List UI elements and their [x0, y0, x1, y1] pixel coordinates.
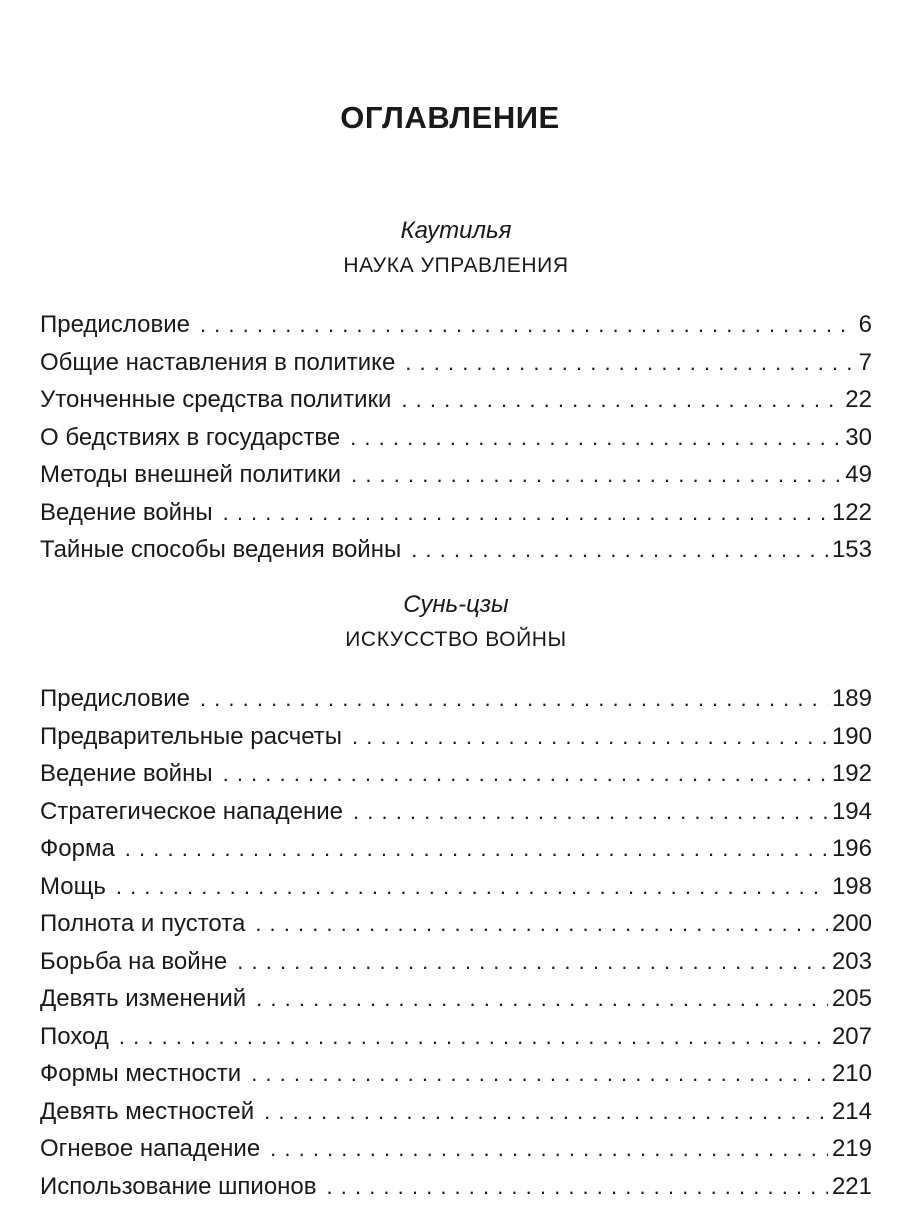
toc-entry [40, 830, 872, 868]
toc-entry-page-number: 205 [832, 980, 872, 1018]
toc-entry [40, 1055, 872, 1093]
toc-entry [40, 531, 872, 569]
toc-entry-page-number: 153 [832, 531, 872, 569]
dot-leader [270, 1130, 828, 1168]
toc-list [40, 680, 872, 1205]
toc-entry-page-number: 214 [832, 1093, 872, 1131]
toc-entry [40, 980, 872, 1018]
toc-entry [40, 1168, 872, 1205]
toc-entry-page-number: 22 [845, 381, 872, 419]
toc-entry-title: О бедствиях в государстве [40, 419, 340, 457]
section-author: Сунь-цзы [40, 588, 872, 622]
toc-entry-page-number: 203 [832, 943, 872, 981]
toc-entry-title: Методы внешней политики [40, 456, 341, 494]
dot-leader [351, 456, 841, 494]
toc-list [40, 306, 872, 569]
toc-entry-title: Ведение войны [40, 755, 213, 793]
toc-entry-page-number: 200 [832, 905, 872, 943]
toc-entry [40, 306, 872, 344]
toc-entry [40, 1130, 872, 1168]
toc-entry-page-number: 30 [845, 419, 872, 457]
toc-entry-title: Поход [40, 1018, 109, 1056]
dot-leader [223, 494, 828, 532]
dot-leader [411, 531, 828, 569]
toc-entry-title: Формы местности [40, 1055, 241, 1093]
toc-entry [40, 718, 872, 756]
toc-entry-title: Предисловие [40, 306, 190, 344]
toc-entry-title: Предисловие [40, 680, 190, 718]
toc-entry-page-number: 194 [832, 793, 872, 831]
toc-entry-page-number: 221 [832, 1168, 872, 1205]
toc-entry-page-number: 49 [845, 456, 872, 494]
toc-entry-title: Утонченные средства политики [40, 381, 391, 419]
toc-entry-title: Борьба на войне [40, 943, 227, 981]
toc-entry [40, 680, 872, 718]
toc-entry-page-number: 189 [832, 680, 872, 718]
toc-entry [40, 905, 872, 943]
toc-entry [40, 456, 872, 494]
dot-leader [256, 980, 828, 1018]
dot-leader [125, 830, 828, 868]
dot-leader [255, 905, 828, 943]
section-work-title: НАУКА УПРАВЛЕНИЯ [40, 248, 872, 284]
section-work-title: ИСКУССТВО ВОЙНЫ [40, 622, 872, 658]
toc-entry-title: Огневое нападение [40, 1130, 260, 1168]
toc-entry-title: Общие наставления в политике [40, 344, 395, 382]
toc-entry-title: Форма [40, 830, 115, 868]
toc-entry-page-number: 207 [832, 1018, 872, 1056]
dot-leader [223, 755, 828, 793]
toc-entry [40, 1093, 872, 1131]
dot-leader [200, 306, 855, 344]
dot-leader [200, 680, 828, 718]
toc-entry-page-number: 198 [832, 868, 872, 906]
toc-entry [40, 943, 872, 981]
toc-entry-title: Тайные способы ведения войны [40, 531, 401, 569]
dot-leader [237, 943, 828, 981]
dot-leader [352, 718, 828, 756]
toc-entry-title: Использование шпионов [40, 1168, 317, 1205]
dot-leader [251, 1055, 828, 1093]
toc-entry-title: Предварительные расчеты [40, 718, 342, 756]
dot-leader [405, 344, 854, 382]
page-title: ОГЛАВЛЕНИЕ [0, 100, 900, 136]
dot-leader [119, 1018, 828, 1056]
toc-entry [40, 793, 872, 831]
toc-entry [40, 868, 872, 906]
dot-leader [116, 868, 828, 906]
toc-entry-title: Девять изменений [40, 980, 246, 1018]
dot-leader [327, 1168, 828, 1205]
toc-entry-page-number: 6 [859, 306, 872, 344]
toc-entry-page-number: 210 [832, 1055, 872, 1093]
toc-section-sunzi [40, 588, 872, 1205]
toc-entry [40, 494, 872, 532]
dot-leader [264, 1093, 828, 1131]
dot-leader [401, 381, 841, 419]
toc-entry-page-number: 190 [832, 718, 872, 756]
toc-entry-title: Мощь [40, 868, 106, 906]
toc-entry-page-number: 219 [832, 1130, 872, 1168]
toc-entry-page-number: 192 [832, 755, 872, 793]
toc-section-kautilya [40, 214, 872, 569]
toc-entry-title: Стратегическое нападение [40, 793, 343, 831]
toc-entry-page-number: 122 [832, 494, 872, 532]
toc-entry-title: Полнота и пустота [40, 905, 245, 943]
toc-entry-page-number: 196 [832, 830, 872, 868]
section-author: Каутилья [40, 214, 872, 248]
dot-leader [353, 793, 828, 831]
toc-entry [40, 419, 872, 457]
toc-entry-page-number: 7 [859, 344, 872, 382]
toc-entry-title: Ведение войны [40, 494, 213, 532]
toc-entry [40, 1018, 872, 1056]
toc-entry [40, 755, 872, 793]
toc-entry-title: Девять местностей [40, 1093, 254, 1131]
toc-entry [40, 381, 872, 419]
toc-entry [40, 344, 872, 382]
dot-leader [350, 419, 841, 457]
